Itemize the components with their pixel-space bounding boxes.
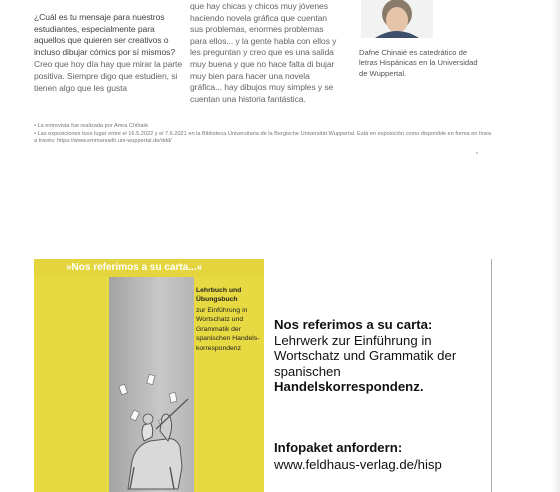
footnote: • Las exposiciones tuvo lugar entre el 16.5.2022 y el 7.6.2021 en la Biblioteca Universitaria de la Bergische Universität Wuppertal. Está en exposición como disponible en forma en línea a través: https://www.emmanuelh.uni-wuppertal.de/ddd/ xyxy=(34,130,492,145)
ad-cta-label: Infopaket anfordern: xyxy=(274,440,403,455)
ad-header-bar xyxy=(34,259,264,277)
article-column-left xyxy=(34,12,184,94)
footnote: • La entrevista fue realizada por Amra Chihaié. xyxy=(34,123,150,129)
book-title: Lehrbuch und Übungsbuch xyxy=(196,287,242,304)
ad-headline xyxy=(274,317,489,395)
ad-website-link[interactable]: www.feldhaus-verlag.de/hisp xyxy=(274,457,442,472)
page-edge-shadow xyxy=(552,0,560,492)
interview-question: ¿Cuál es tu mensaje para nuestros estudiantes, especialmente para aquellos que quieren ser creativos o incluso dibujar cómics por sí mismos? xyxy=(34,12,176,57)
ad-yellow-panel-left xyxy=(34,277,109,492)
article-column-middle xyxy=(190,1,340,105)
knight-illustration-icon xyxy=(110,371,194,492)
author-photo xyxy=(361,0,433,38)
page-mark xyxy=(476,152,478,154)
advertisement xyxy=(34,259,492,492)
ad-call-to-action xyxy=(274,439,442,473)
portrait-image xyxy=(361,0,433,38)
ad-header-text: »Nos referimos a su carta...« xyxy=(66,262,203,273)
ad-headline-emphasis: Handelskorrespondenz. xyxy=(274,379,424,395)
ad-headline-title: Nos referimos a su carta: xyxy=(274,317,433,332)
photo-caption: Dafne Chinaié es catedrático de letras Hispánicas en la Universidad de Wuppertal. xyxy=(359,48,478,78)
book-subtitle: zur Einführung in Wortschatz und Grammatik der spanischen Handels-korrespondenz xyxy=(196,307,260,352)
interview-answer: Creo que hoy día hay que mirar la parte positiva. Siempre digo que estudien, si tienen algo que les gusta xyxy=(34,59,183,93)
interview-answer-continued: que hay chicas y chicos muy jóvenes haciendo novela gráfica que cuentan sus problemas, enormes problemas para ellos... y la gente habla con ellos y les preguntan y creo que es una salida muy buena y que no hace falta di bujar muy bien para hacer una novela gráfica... hay dibujos muy simples y se cuentan una historia fantástica. xyxy=(190,1,337,104)
footnotes xyxy=(34,123,494,146)
ad-headline-body: Lehrwerk zur Einführung in Wortschatz und Grammatik der spanischen xyxy=(274,332,457,379)
